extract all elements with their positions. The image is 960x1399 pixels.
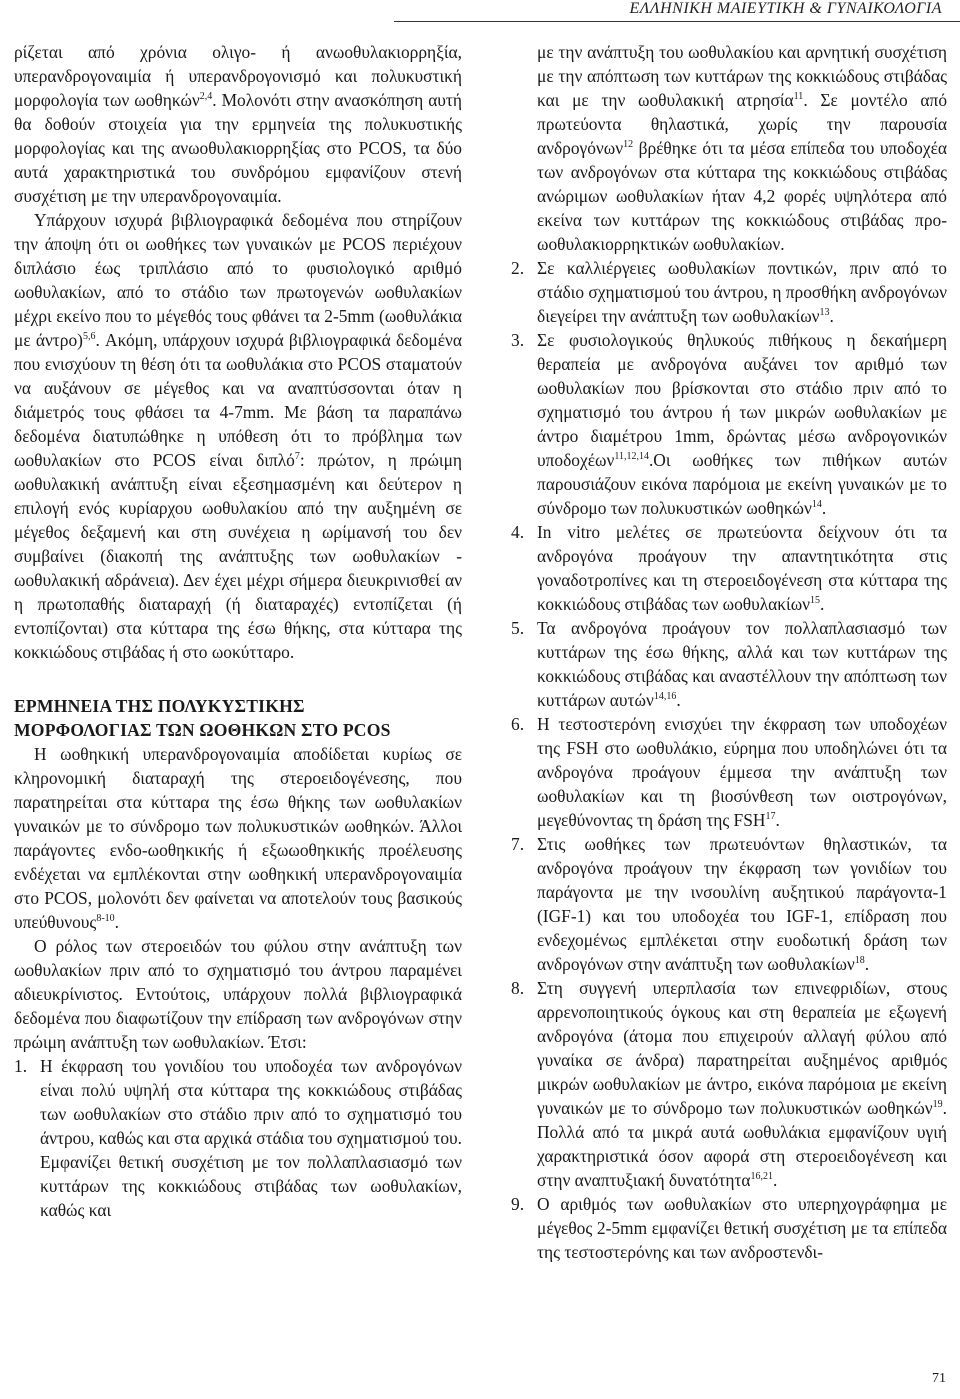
list-item: 8. Στη συγγενή υπερπλασία των επινεφριδίων, στους αρρενοποιητικούς όγκους και στη θεραπεία με εξωγενή ανδρογόνα (άτομα που επιχειρούν αλλαγή φύλου από γυναίκα σε άνδρα) παρατηρείται αυξημένος αριθμός μικρών ωοθυλακίων με άντρο, εικόνα παρόμοια με εκείνη γυναικών με το σύνδρομο των πολυκυστικών ωοθηκών$^{19}$. Πολλά από τα μικρά αυτά ωοθυλάκια εμφανίζουν υγιή χαρακτηριστικά όσον αφορά στη στεροειδογένεση και στην αναπτυξιακή δυνατότητα$^{16,21}$. [511, 978, 947, 1190]
paragraph: Ο ρόλος των στεροειδών του φύλου στην ανάπτυξη των ωοθυλακίων πριν από το σχηματισμό του άντρου παραμένει αδιευκρίνιστος. Εντούτοις, υπάρχουν πολλά βιβλιογραφικά δεδομένα που διαφωτίζουν την επίδραση των ανδρογόνων στην πρώιμη ανάπτυξη των ωοθυλακίων. Έτσι: [14, 936, 462, 1052]
list-item: 5. Τα ανδρογόνα προάγουν τον πολλαπλασιασμό των κυττάρων της έσω θήκης, αλλά και των κυττάρων της κοκκιώδους στιβάδας και αναστέλλουν την απόπτωση των κυττάρων αυτών$^{14,16}$. [511, 618, 947, 710]
list-item: 9. Ο αριθμός των ωοθυλακίων στο υπερηχογράφημα με μέγεθος 2-5mm εμφανίζει θετική συσχέτιση με τα επίπεδα της τεστοστερόνης και των ανδροστενδι- [511, 1194, 947, 1262]
right-column [511, 40, 947, 1264]
left-column [14, 40, 462, 1222]
numbered-list [14, 1054, 462, 1222]
journal-title: ΕΛΛΗΝΙΚΗ ΜΑΙΕΥΤΙΚΗ & ΓΥΝΑΙΚΟΛΟΓΙΑ [629, 0, 942, 17]
list-item-number: 3. [511, 330, 525, 350]
paragraph: Η ωοθηκική υπερανδρογοναιμία αποδίδεται κυρίως σε κληρονομική διαταραχή της στεροειδογένεσης, που παρατηρείται στα κύτταρα της έσω θήκης των ωοθυλακίων γυναικών με το σύνδρομο των πολυκυστικών ωοθηκών. Άλλοι παράγοντες ενδο-ωοθηκικής ή εξωωοθηκικής προέλευσης ενδέχεται να εμπλέκονται στην ωοθηκική υπερανδρογοναιμία στο PCOS, μολονότι δεν φαίνεται να αποτελούν τους βασικούς υπεύθυνους$^{8-10}$. [14, 744, 462, 932]
list-item-number: 4. [511, 522, 525, 542]
list-item: 2. Σε καλλιέργειες ωοθυλακίων ποντικών, πριν από το στάδιο σχηματισμού του άντρου, η προσθήκη ανδρογόνων διεγείρει την ανάπτυξη των ωοθυλακίων$^{13}$. [511, 258, 948, 326]
list-item-number: 6. [511, 714, 525, 734]
paragraph: ρίζεται από χρόνια ολιγο- ή ανωοθυλακιορρηξία, υπερανδρογοναιμία ή υπερανδρογονισμό και πολυκυστική μορφολογία των ωοθηκών$^{2,4}$. Μολονότι στην ανασκόπηση αυτή θα δοθούν στοιχεία για την ερμηνεία της πολυκυστικής μορφολογίας και της ανωοθυλακιορρηξίας στο PCOS, τα δύο αυτά χαρακτηριστικά του συνδρόμου εμφανίζουν στενή συσχέτιση με την υπερανδρογοναιμία. [14, 42, 463, 206]
running-header [0, 0, 960, 22]
list-item [14, 1054, 462, 1222]
numbered-list [511, 256, 947, 1264]
list-item-number: 5. [511, 618, 525, 638]
list-item-text: Η έκφραση του γονιδίου του υποδοχέα των ανδρογόνων είναι πολύ υψηλή στα κύτταρα της κοκκιώδους στιβάδας των ωοθυλακίων στο στάδιο πριν από το σχηματισμό του άντρου, καθώς και στα αρχικά στάδια του σχηματισμού του. Εμφανίζει θετική συσχέτιση με τον πολλαπλασιασμό των κυττάρων της κοκκιώδους στιβάδας των ωοθυλακίων, καθώς και [40, 1056, 462, 1220]
list-item: 3. Σε φυσιολογικούς θηλυκούς πιθήκους η δεκαήμερη θεραπεία με ανδρογόνα αυξάνει τον αριθμό των ωοθυλακίων που βρίσκονται στο στάδιο πριν από το σχηματισμό του άντρου ή των μικρών ωοθυλακίων με άντρο διαμέτρου 1mm, δρώντας μέσω ανδρογονικών υποδοχέων$^{11,12,14}$.Οι ωοθήκες των πιθήκων αυτών παρουσιάζουν εικόνα παρόμοια με εκείνη γυναικών με το σύνδρομο των πολυκυστικών ωοθηκών$^{14}$. [511, 330, 947, 518]
list-item: 6. Η τεστοστερόνη ενισχύει την έκφραση των υποδοχέων της FSH στο ωοθυλάκιο, εύρημα που υποδηλώνει ότι τα ανδρογόνα προάγουν έμμεσα την ανάπτυξη των ωοθυλακίων και τη βιοσύνθεση των οιστρογόνων, μεγεθύνοντας τη δράση της FSH$^{17}$. [511, 714, 947, 830]
list-item-number: 2. [511, 258, 525, 278]
list-item-number: 9. [511, 1194, 525, 1214]
list-item-number: 7. [511, 834, 525, 854]
header-rule [394, 21, 960, 22]
list-item-number: 8. [511, 978, 525, 998]
list-item-number: 1. [14, 1056, 28, 1076]
paragraph: Υπάρχουν ισχυρά βιβλιογραφικά δεδομένα που στηρίζουν την άποψη ότι οι ωοθήκες των γυναικών με PCOS περιέχουν διπλάσιο έως τριπλάσιο από το φυσιολογικό αριθμό ωοθυλακίων, από το στάδιο των πρωτογενών ωοθυλακίων μέχρι εκείνο που το μέγεθός τους φθάνει τα 2-5mm (ωοθυλάκια με άντρο)$^{5,6}$. Ακόμη, υπάρχουν ισχυρά βιβλιογραφικά δεδομένα που ενισχύουν τη θέση ότι τα ωοθυλάκια στο PCOS σταματούν να αυξάνουν σε μέγεθος και να αναπτύσσονται όταν η διάμετρός τους φθάσει τα 4-7mm. Με βάση τα παραπάνω δεδομένα διατυπώθηκε η υπόθεση ότι το πρόβλημα των ωοθυλακίων στο PCOS είναι διπλό$^7$: πρώτον, η πρώιμη ωοθυλακική ανάπτυξη είναι εξεσημασμένη και δεύτερον η επιλογή ενός κυρίαρχου ωοθυλακίου από την αυξημένη σε μέγεθος δεξαμενή και στη συνέχεια η ωρίμανσή του δεν συμβαίνει (διακοπή της ανάπτυξης των ωοθυλακίων - ωοθυλακική αδράνεια). Δεν έχει μέχρι σήμερα διευκρινισθεί αν η πρωτοπαθής διαταραχή (ή διαταραχές) εντοπίζεται (ή εντοπίζονται) στα κύτταρα της έσω θήκης, στα κύτταρα της κοκκιώδους στιβάδας ή στο ωοκύτταρο. [14, 210, 462, 662]
list-item: 7. Στις ωοθήκες των πρωτευόντων θηλαστικών, τα ανδρογόνα προάγουν την έκφραση των γονιδίων του παράγοντα με την ινσουλίνη αυξητικού παράγοντα-1 (IGF-1) και του υποδοχέα του IGF-1, επίδραση που ενδεχομένως εμπλέκεται στην ευοδωτική δράση των ανδρογόνων στην ανάπτυξη των ωοθυλακίων$^{18}$. [511, 834, 947, 974]
list-item-continuation: με την ανάπτυξη του ωοθυλακίου και αρνητική συσχέτιση με την απόπτωση των κυττάρων της κοκκιώδους στιβάδας και με την ωοθυλακική ατρησία$^{11}$. Σε μοντέλο από πρωτεύοντα θηλαστικά, χωρίς την παρουσία ανδρογόνων$^{12}$ βρέθηκε ότι τα μέσα επίπεδα του υποδοχέα των ανδρογόνων στα κύτταρα της κοκκιώδους στιβάδας ανώριμων ωοθυλακίων ήταν 4,2 φορές υψηλότερα από εκείνα των κυττάρων της κοκκιώδους στιβάδας προ-ωοθυλακιορρηκτικών ωοθυλακίων. [537, 42, 948, 254]
list-item: 4. In vitro μελέτες σε πρωτεύοντα δείχνουν ότι τα ανδρογόνα προάγουν την απαντητικότητα στις γοναδοτροπίνες και τη στεροειδογένεση στα κύτταρα της κοκκιώδους στιβάδας των ωοθυλακίων$^{15}$. [511, 522, 947, 614]
page-number: 71 [932, 1371, 946, 1386]
section-heading: ΕΡΜΗΝΕΙΑ ΤΗΣ ΠΟΛΥΚΥΣΤΙΚΗΣ ΜΟΡΦΟΛΟΓΙΑΣ ΤΩΝ ΩΟΘΗΚΩΝ ΣΤΟ PCOS [14, 696, 391, 740]
